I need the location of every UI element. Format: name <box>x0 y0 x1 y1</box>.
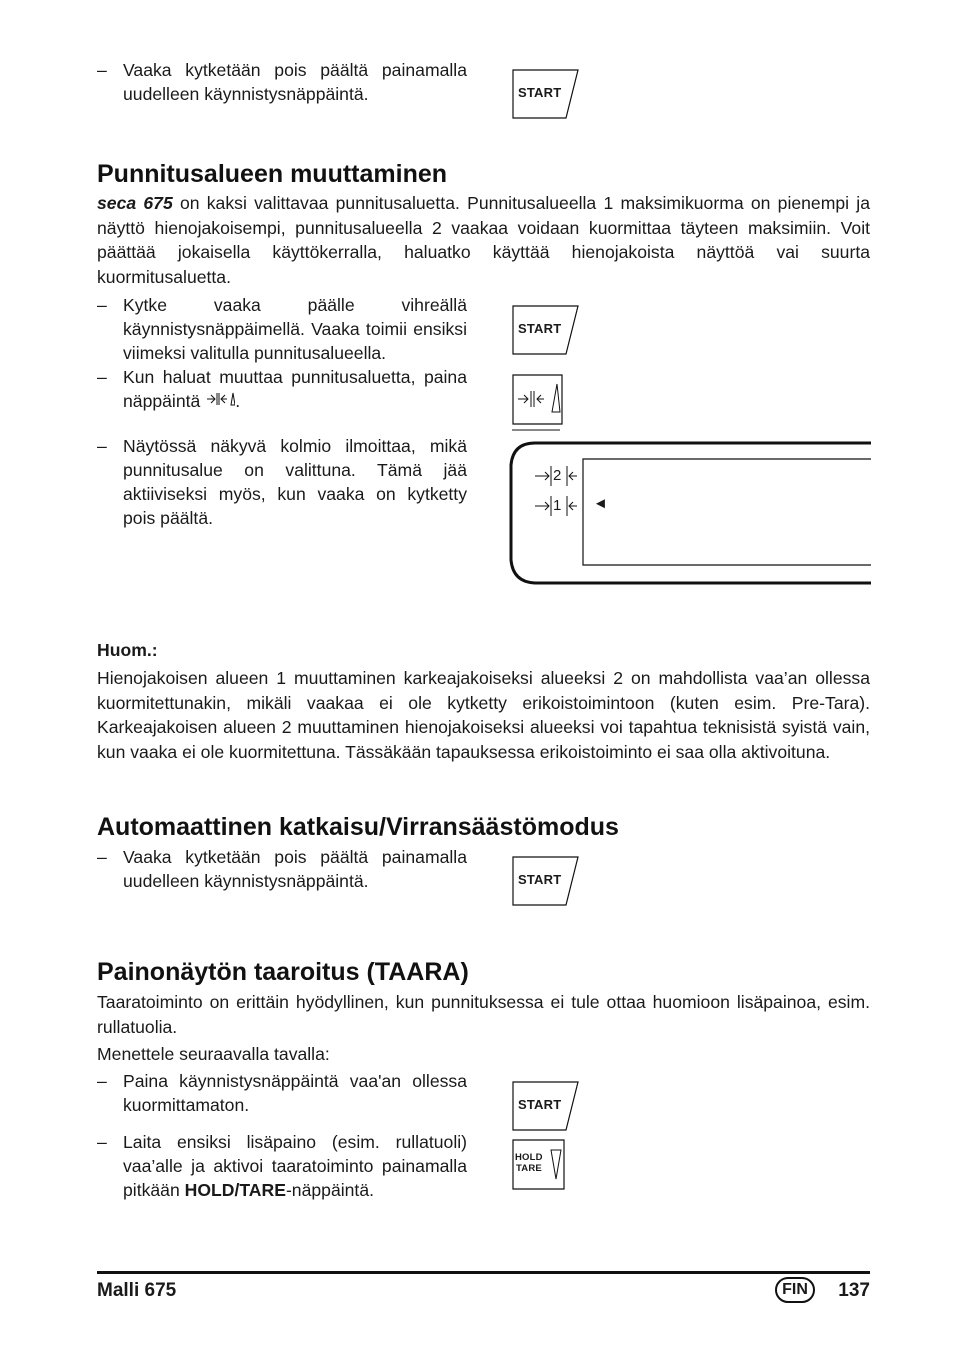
hold-tare-key-icon <box>512 1139 566 1191</box>
hold-key-label: HOLD <box>515 1152 543 1163</box>
section1-paragraph <box>97 191 870 290</box>
range-1-label: 1 <box>553 497 562 514</box>
list-item-text-after: -näppäintä. <box>285 1180 374 1200</box>
list-dash: – <box>97 367 107 387</box>
range-switch-inline-icon <box>205 390 235 414</box>
hold-tare-bold: HOLD/TARE <box>184 1180 286 1200</box>
section-heading-weighing-range: Punnitusalueen muuttaminen <box>97 160 448 188</box>
list-item-text <box>123 1130 467 1202</box>
list-item <box>97 365 467 414</box>
start-key-label: START <box>518 85 562 100</box>
list-dash: – <box>97 1071 107 1091</box>
page-number: 137 <box>838 1280 870 1301</box>
list-item-text-before: Laita ensiksi lisäpaino (esim. rullatuoli) vaa’alle ja aktivoi taaratoiminto painamalla pitkään <box>123 1132 467 1200</box>
start-key-label: START <box>518 321 562 336</box>
list-dash: – <box>97 436 107 456</box>
start-key-icon <box>512 69 580 119</box>
start-key-icon <box>512 305 580 355</box>
list-dash: – <box>97 1132 107 1152</box>
intro-text: Vaaka kytketään pois päältä painamalla uudelleen käynnistysnäppäintä. <box>123 60 467 104</box>
footer-model: Malli 675 <box>97 1280 177 1301</box>
section-heading-auto-off: Automaattinen katkaisu/Virransäästömodus <box>97 813 619 841</box>
brand-name: seca 675 <box>97 193 173 213</box>
list-item <box>97 1069 467 1117</box>
section-heading-tare: Painonäytön taaroitus (TAARA) <box>97 958 469 986</box>
note-text: Hienojakoisen alueen 1 muuttaminen karkeajakoiseksi alueeksi 2 on mahdollista vaa’an ollessa kuormitettunakin, mikäli vaakaa ei ole kytketty erikoistoimintoon (kuten esim. Pre-Tara). Karkeajakoisen alueen 2 muuttaminen hienojakoiseksi alueeksi voi tapahtua teknisistä syistä vain, kun vaaka ei ole kuormitettuna. Tässäkään tapauksessa erikoistoiminto ei saa olla aktivoituna. <box>97 668 870 763</box>
start-key-label: START <box>518 1097 562 1112</box>
section3-paragraph-2: Menettele seuraavalla tavalla: <box>97 1044 330 1064</box>
start-key-label: START <box>518 872 562 887</box>
range-2-label: 2 <box>553 467 562 484</box>
list-item-text: Paina käynnistysnäppäintä vaa'an ollessa kuormittamaton. <box>123 1071 467 1115</box>
footer-rule <box>97 1271 870 1274</box>
list-item <box>97 845 467 893</box>
scale-display-illustration <box>505 440 871 586</box>
start-key-icon <box>512 1081 580 1131</box>
language-badge: FIN <box>775 1277 815 1303</box>
note-label: Huom.: <box>97 640 158 660</box>
list-dash: – <box>97 847 107 867</box>
list-item-text-main: Kun haluat muuttaa punnitusaluetta, paina näppäintä <box>123 367 467 411</box>
list-item-text: Näytössä näkyvä kolmio ilmoittaa, mikä punnitusalue on valittuna. Tämä jää aktiiviseksi myös, kun vaaka on kytketty pois päältä. <box>123 436 467 528</box>
start-key-icon <box>512 856 580 906</box>
list-item-suffix: . <box>235 391 241 411</box>
list-dash: – <box>97 60 107 80</box>
range-switch-key-icon <box>512 374 564 432</box>
list-dash: – <box>97 295 107 315</box>
list-item-text: Kytke vaaka päälle vihreällä käynnistysnäppäimellä. Vaaka toimii ensiksi viimeksi valitulla punnitusalueella. <box>123 295 467 363</box>
list-item-text <box>123 365 467 414</box>
list-item <box>97 434 467 530</box>
tare-key-label: TARE <box>516 1163 542 1174</box>
intro-item <box>97 58 467 106</box>
section3-paragraph: Taaratoiminto on erittäin hyödyllinen, kun punnituksessa ei tule ottaa huomioon lisäpainoa, esim. rullatuolia. <box>97 992 870 1037</box>
range-indicator-triangle: ◄ <box>593 495 608 512</box>
list-item <box>97 293 467 365</box>
list-item-text: Vaaka kytketään pois päältä painamalla uudelleen käynnistysnäppäintä. <box>123 847 467 891</box>
list-item <box>97 1130 467 1202</box>
section1-paragraph-text: on kaksi valittavaa punnitusaluetta. Punnitusalueella 1 maksimikuorma on pienempi ja näyttö hienojakoisempi, punnitusalueella 2 vaakaa voidaan kuormittaa täyteen maksimiin. Voit päättää jokaisella käyttökerralla, haluatko käyttää hienojakoista näyttöä vai suurta kuormitusaluetta. <box>97 193 870 288</box>
